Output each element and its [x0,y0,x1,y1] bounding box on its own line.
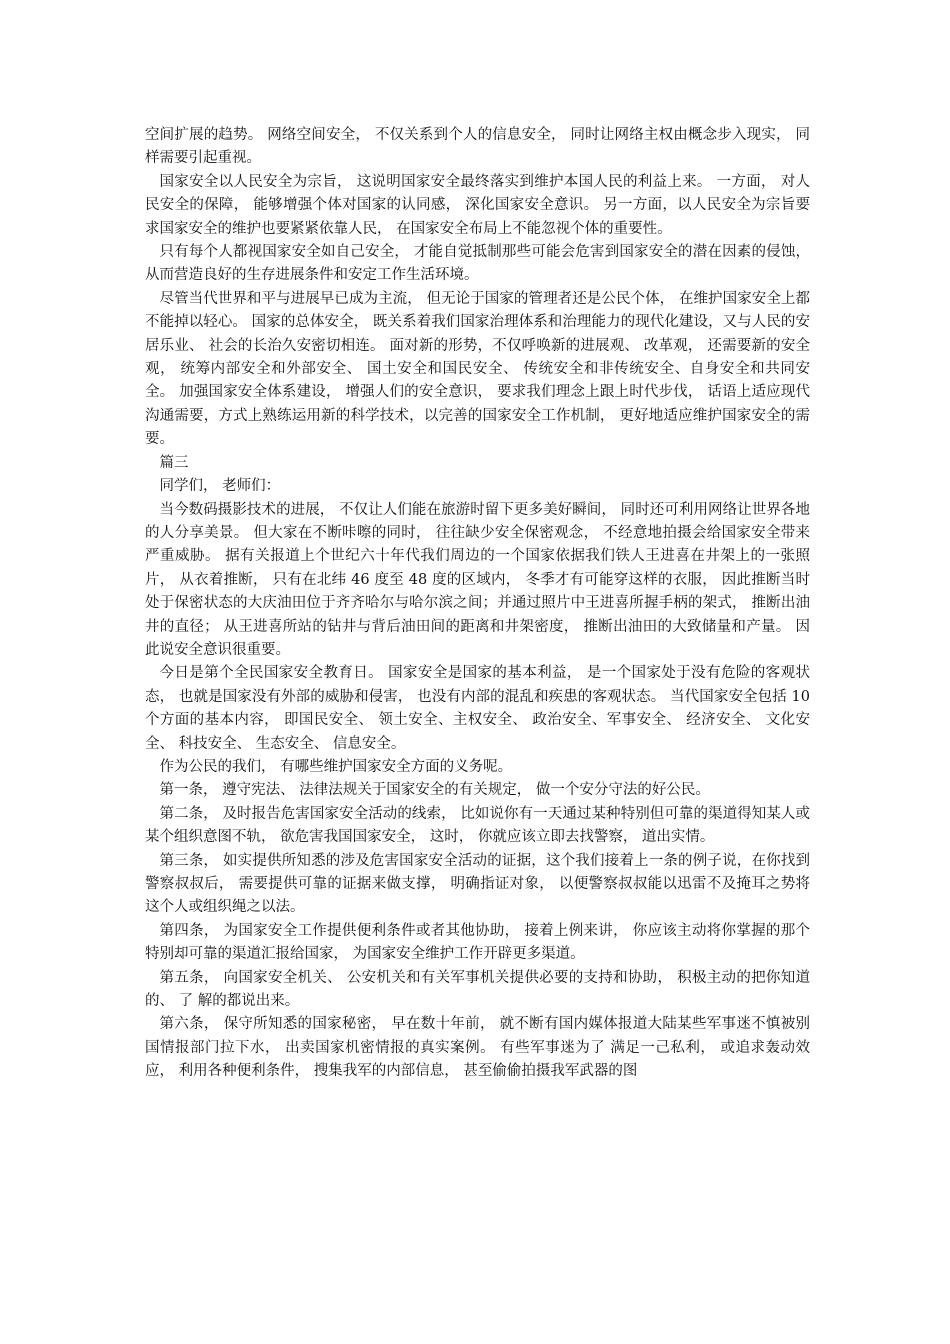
article-item: 第二条， 及时报告危害国家安全活动的线索， 比如说你有一天通过某种特别但可靠的渠道得知某人或某个组织意图不轨， 欲危害我国国家安全， 这时， 你就应该立即去找警察， 道出实情。 [145,805,810,846]
article-item: 第五条， 向国家安全机关、 公安机关和有关军事机关提供必要的支持和协助， 积极主动的把你知道的、 了 解的都说出来。 [145,969,810,1010]
paragraph: 空间扩展的趋势。 网络空间安全， 不仅关系到个人的信息安全， 同时让网络主权由概念步入现实， 同样需要引起重视。 [145,127,810,167]
document-body [145,124,810,1084]
section-heading: 篇三 [159,454,189,471]
paragraph: 今日是第个全民国家安全教育日。 国家安全是国家的基本利益， 是一个国家处于没有危险的客观状态， 也就是国家没有外部的威胁和侵害， 也没有内部的混乱和疾患的客观状态。 当代国家安全包括 10 个方面的基本内容， 即国民安全、 领土安全、主权安全、 政治安全、军事安全、 经济安全、 文化安全、 科技安全、 生态安全、 信息安全。 [145,665,810,752]
paragraph: 国家安全以人民安全为宗旨， 这说明国家安全最终落实到维护本国人民的利益上来。 一方面， 对人民安全的保障， 能够增强个体对国家的认同感， 深化国家安全意识。 另一方面，以人民安全为宗旨要求国家安全的维护也要紧紧依靠人民， 在国家安全布局上不能忽视个体的重要性。 [145,173,810,237]
article-item: 第四条， 为国家安全工作提供便利条件或者其他协助， 接着上例来讲， 你应该主动将你掌握的那个特别却可靠的渠道汇报给国家， 为国家安全维护工作开辟更多渠道。 [145,922,810,963]
salutation: 同学们， 老师们： [159,478,281,495]
article-item: 第一条， 遵守宪法、 法律法规关于国家安全的有关规定， 做一个安分守法的好公民。 [159,782,710,799]
paragraph: 当今数码摄影技术的进展， 不仅让人们能在旅游时留下更多美好瞬间， 同时还可利用网络让世界各地的人分享美景。 但大家在不断咔嚓的同时， 往往缺少安全保密观念， 不经意地拍摄会给国家安全带来严重威胁。 据有关报道上个世纪六十年代我们周边的一个国家依据我们铁人王进喜在井架上的一张照片， 从衣着推断， 只有在北纬 46 度至 48 度的区域内， 冬季才有可能穿这样的衣服， 因此推断当时处于保密状态的大庆油田位于齐齐哈尔与哈尔滨之间；并通过照片中王进喜所握手柄的架式， 推断出油井的直径； 从王进喜所站的钻井与背后油田间的距离和井架密度， 推断出油田的大致储量和产量。 因此说安全意识很重要。 [145,501,810,658]
paragraph: 只有每个人都视国家安全如自己安全， 才能自觉抵制那些可能会危害到国家安全的潜在因素的侵蚀， 从而营造良好的生存进展条件和安定工作生活环境。 [145,244,810,284]
article-item: 第三条， 如实提供所知悉的涉及危害国家安全活动的证据，这个我们接着上一条的例子说，在你找到警察叔叔后， 需要提供可靠的证据来做支撑， 明确指证对象， 以便警察叔叔能以迅雷不及掩耳之势将这个人或组织绳之以法。 [145,852,810,916]
paragraph: 尽管当代世界和平与进展早已成为主流， 但无论于国家的管理者还是公民个体， 在维护国家安全上都不能掉以轻心。 国家的总体安全， 既关系着我们国家治理体系和治理能力的现代化建设，又与人民的安居乐业、 社会的长治久安密切相连。 面对新的形势，不仅呼唤新的进展观、 改革观， 还需要新的安全观， 统筹内部安全和外部安全、 国土安全和国民安全、 传统安全和非传统安全、自身安全和共同安全。 加强国家安全体系建设， 增强人们的安全意识， 要求我们理念上跟上时代步伐， 话语上适应现代沟通需要，方式上熟练运用新的科学技术，以完善的国家安全工作机制， 更好地适应维护国家安全的需要。 [145,290,810,448]
paragraph: 作为公民的我们， 有哪些维护国家安全方面的义务呢。 [159,758,513,775]
article-item: 第六条， 保守所知悉的国家秘密， 早在数十年前， 就不断有国内媒体报道大陆某些军事迷不慎被别国情报部门拉下水， 出卖国家机密情报的真实案例。 有些军事迷为了 满足一己私利， 或追求轰动效应， 利用各种便利条件， 搜集我军的内部信息， 甚至偷偷拍摄我军武器的图 [145,1016,810,1080]
